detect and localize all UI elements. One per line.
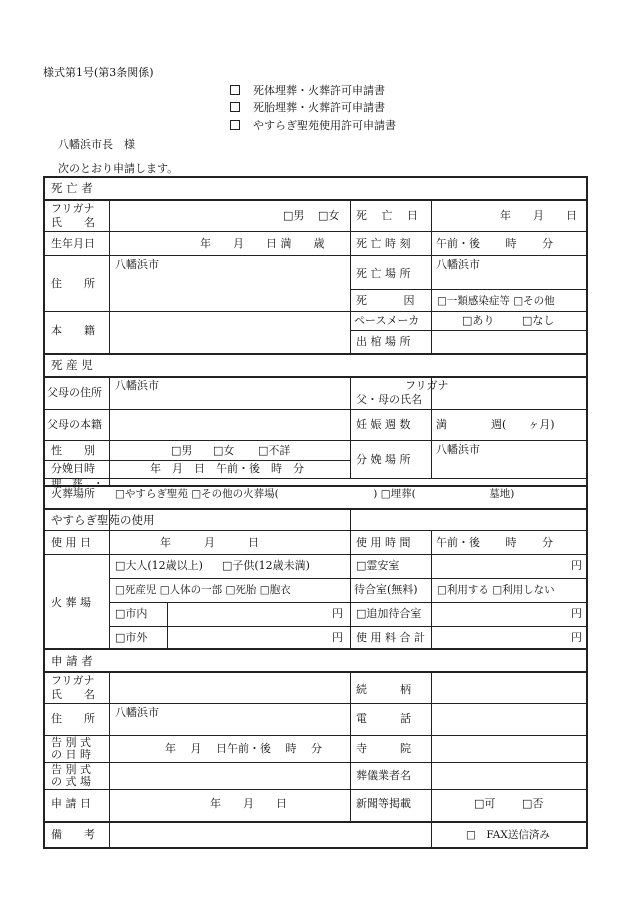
checkbox-newspaper-ng[interactable]: □否	[522, 797, 544, 810]
checkbox-child[interactable]: □子供(12歳未満)	[222, 559, 310, 572]
farewell-time-value[interactable]: 年 月 日午前・後 時 分	[165, 742, 322, 755]
label-parent-name: 父・母の氏名	[356, 393, 422, 406]
checkbox-city-in[interactable]: □市内	[115, 607, 148, 620]
burial-options[interactable]: □やすらぎ聖苑 □その他の火葬場( ) □埋葬( 墓地)	[115, 488, 515, 500]
label-app-furigana: フリガナ	[51, 674, 95, 687]
label-use-date: 使 用 日	[51, 536, 91, 549]
intro-text: 次のとおり申請します。	[58, 162, 179, 175]
label-burial-1: 埋 葬 ・	[51, 478, 104, 490]
label-sex: 性 別	[51, 444, 95, 457]
option-stillbirth-burial[interactable]: 死胎埋葬・火葬許可申請書	[230, 99, 385, 115]
app-date-value[interactable]: 年 月 日	[210, 797, 287, 810]
label-app-date: 申 請 日	[51, 797, 91, 810]
death-date-value[interactable]: 年 月 日	[500, 209, 577, 222]
address-value[interactable]: 八幡浜市	[115, 258, 159, 271]
label-birth: 生年月日	[51, 237, 95, 250]
stillborn-options[interactable]: □死産児 □人体の一部 □死胎 □胞衣	[115, 584, 291, 596]
waiting-options[interactable]: □利用する □利用しない	[437, 584, 555, 596]
label-delivery-time: 分娩日時	[51, 462, 95, 475]
yen-extra-waiting: 円	[571, 607, 582, 620]
checkbox-city-out[interactable]: □市外	[115, 631, 148, 644]
label-death-date: 死 亡 日	[356, 209, 418, 222]
gestation-value[interactable]: 満 週( ヶ月)	[436, 418, 555, 431]
label-parent-furigana: フリガナ	[405, 379, 449, 392]
label-waiting-room: 待合室(無料)	[354, 583, 418, 596]
label-coffin-place: 出 棺 場 所	[356, 335, 411, 348]
option-death-burial[interactable]: 死体埋葬・火葬許可申請書	[230, 82, 385, 98]
section-applicant: 申 請 者	[51, 654, 93, 668]
yen-mortuary: 円	[571, 559, 582, 572]
cause-options[interactable]: □一類感染症等 □その他	[437, 295, 555, 307]
label-farewell-time-2: の 日 時	[51, 748, 91, 761]
delivery-time-value[interactable]: 年 月 日 午前・後 時 分	[150, 462, 304, 475]
label-remarks: 備 考	[51, 828, 95, 841]
label-app-name: 氏 名	[51, 688, 95, 701]
parent-address-value[interactable]: 八幡浜市	[115, 379, 159, 392]
use-date-value[interactable]: 年 月 日	[160, 536, 259, 549]
label-death-time: 死 亡 時 刻	[356, 237, 411, 250]
form-number: 様式第1号(第3条関係)	[43, 66, 154, 79]
section-deceased: 死 亡 者	[51, 181, 93, 195]
checkbox-sex-female[interactable]: □女	[213, 444, 235, 457]
yen-city-in: 円	[332, 607, 343, 620]
label-parent-address: 父母の住所	[47, 386, 102, 399]
checkbox-fax-sent[interactable]: □ FAX送信済み	[466, 829, 550, 841]
label-pacemaker: ペースメーカ	[354, 314, 420, 327]
label-app-address: 住 所	[51, 712, 95, 725]
checkbox-extra-waiting[interactable]: □追加待合室	[356, 607, 422, 620]
label-crematorium: 火 葬 場	[51, 596, 91, 609]
use-time-value[interactable]: 午前・後 時 分	[436, 536, 553, 549]
yen-total: 円	[571, 631, 582, 644]
label-delivery-place: 分 娩 場 所	[356, 453, 411, 466]
checkbox-sex-male[interactable]: □男	[171, 444, 193, 457]
label-parent-domicile: 父母の本籍	[47, 418, 102, 431]
label-total-fee: 使 用 料 合 計	[356, 631, 425, 644]
checkbox-sex-unknown[interactable]: □不詳	[258, 444, 291, 457]
checkbox-icon	[230, 120, 240, 130]
addressee: 八幡浜市長 様	[58, 138, 135, 151]
label-phone: 電 話	[356, 712, 411, 725]
label-farewell-place-1: 告 別 式	[51, 763, 91, 776]
birth-value[interactable]: 年 月 日 満 歳	[200, 237, 325, 250]
checkbox-female[interactable]: □女	[318, 209, 340, 222]
section-facility: やすらぎ聖苑の使用	[51, 513, 155, 527]
option-facility-use[interactable]: やすらぎ聖苑使用許可申請書	[230, 117, 396, 133]
label-farewell-place-2: の 式 場	[51, 775, 91, 788]
checkbox-mortuary[interactable]: □霊安室	[356, 559, 400, 572]
section-stillborn: 死 産 児	[51, 358, 93, 372]
label-newspaper: 新聞等掲載	[356, 797, 411, 810]
label-relation: 続 柄	[356, 683, 411, 696]
label-gestation: 妊 娠 週 数	[356, 418, 411, 431]
label-farewell-time-1: 告 別 式	[51, 736, 91, 749]
label-funeral-company: 葬儀業者名	[356, 769, 411, 782]
label-domicile: 本 籍	[51, 324, 95, 337]
checkbox-icon	[230, 85, 240, 95]
checkbox-pacemaker-yes[interactable]: □あり	[462, 314, 495, 327]
delivery-place-value[interactable]: 八幡浜市	[436, 443, 480, 456]
label-burial-2: 火葬場所	[51, 487, 95, 500]
checkbox-pacemaker-no[interactable]: □なし	[522, 314, 555, 327]
label-temple: 寺 院	[356, 742, 411, 755]
label-address: 住 所	[51, 277, 95, 290]
label-furigana: フリガナ	[51, 202, 95, 215]
checkbox-male[interactable]: □男	[283, 209, 305, 222]
label-death-place: 死 亡 場 所	[356, 267, 411, 280]
checkbox-newspaper-ok[interactable]: □可	[474, 797, 496, 810]
checkbox-adult[interactable]: □大人(12歳以上)	[115, 559, 203, 572]
label-cause: 死 因	[356, 294, 415, 307]
label-use-time: 使 用 時 間	[356, 536, 411, 549]
death-time-value[interactable]: 午前・後 時 分	[436, 237, 553, 250]
yen-city-out: 円	[332, 631, 343, 644]
app-address-value[interactable]: 八幡浜市	[115, 706, 159, 719]
death-place-value[interactable]: 八幡浜市	[436, 258, 480, 271]
checkbox-icon	[230, 102, 240, 112]
label-name: 氏 名	[51, 216, 95, 229]
